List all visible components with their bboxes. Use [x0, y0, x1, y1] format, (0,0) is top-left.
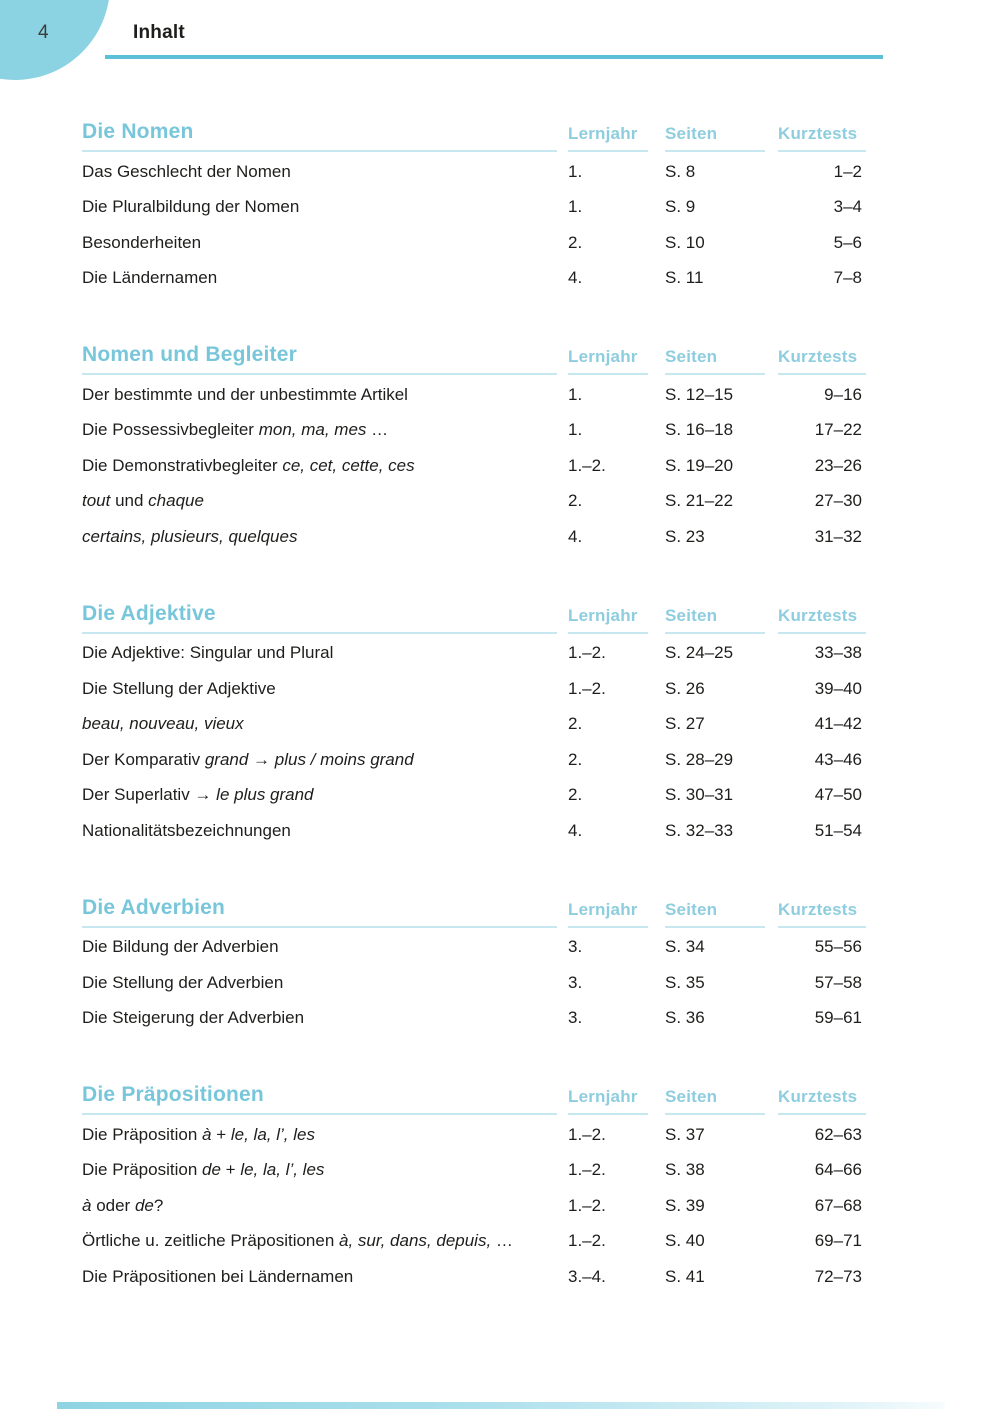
toc-row: [82, 636, 866, 672]
toc-section: [82, 602, 866, 849]
entry-title: [82, 1267, 568, 1287]
entry-kurztests: 51–54: [814, 820, 862, 840]
toc-row: [82, 261, 866, 297]
entry-kurztests: 62–63: [814, 1124, 862, 1144]
entry-kurztests: 27–30: [814, 491, 862, 511]
entry-title-segment: Die Präpositionen bei Ländernamen: [82, 1266, 354, 1286]
entry-lernjahr: 1.–2.: [568, 1124, 606, 1144]
header-underline: [778, 124, 866, 152]
entry-lernjahr: 3.: [568, 1008, 583, 1028]
entry-title-italic-segment: certains, plusieurs, quelques: [82, 526, 298, 546]
section-title: Die Adjektive: [82, 601, 216, 625]
entry-lernjahr: 2.: [568, 232, 583, 252]
entry-title-italic-segment: à, sur, dans, depuis,: [339, 1231, 492, 1251]
column-header-cell: [778, 124, 866, 152]
entry-title-segment: Die Possessivbegleiter: [82, 420, 259, 440]
entry-seiten: S. 36: [665, 1008, 705, 1028]
column-header-seiten: Seiten: [665, 1087, 718, 1106]
header-underline: [778, 606, 866, 634]
entry-title: [82, 527, 568, 547]
section-title: Nomen und Begleiter: [82, 343, 297, 366]
entry-kurztests: 69–71: [814, 1231, 862, 1251]
header-underline: [568, 900, 648, 928]
column-header-kurztests: Kurztests: [778, 605, 858, 625]
entry-title-segment: Der bestimmte und der unbestimmte Artikel: [82, 384, 408, 404]
entry-title-segment: Das Geschlecht der Nomen: [82, 161, 291, 181]
entry-seiten: S. 41: [665, 1266, 705, 1286]
section-title-cell: [82, 1083, 568, 1115]
entry-title-segment: Die Präposition: [82, 1124, 203, 1144]
entry-title-segment: Nationalitätsbezeichnungen: [82, 820, 291, 840]
entry-lernjahr: 3.: [568, 972, 583, 992]
column-header-lernjahr: Lernjahr: [568, 605, 638, 625]
entry-lernjahr: 1.: [568, 161, 583, 181]
entry-seiten: S. 21–22: [665, 491, 734, 511]
entry-lernjahr: 1.–2.: [568, 678, 606, 698]
entry-title-segment: Die Demonstrativbegleiter: [82, 455, 283, 475]
entry-title-segment: Die Bildung der Adverbien: [82, 937, 279, 957]
entry-kurztests: 57–58: [814, 972, 862, 992]
entry-lernjahr: 1.–2.: [568, 1231, 606, 1251]
column-header-kurztests: Kurztests: [778, 124, 858, 143]
column-header-lernjahr: Lernjahr: [568, 1087, 638, 1106]
entry-seiten: S. 34: [665, 937, 705, 957]
entry-title-italic-segment: mon, ma, mes: [258, 420, 367, 440]
entry-seiten: S. 16–18: [665, 420, 734, 440]
entry-kurztests: 72–73: [814, 1266, 862, 1286]
entry-title-segment: Die Ländernamen: [82, 268, 218, 288]
column-header-lernjahr: Lernjahr: [568, 899, 638, 919]
entry-seiten: S. 26: [665, 678, 705, 698]
entry-title-segment: ?: [153, 1195, 164, 1215]
entry-title: [82, 937, 568, 957]
toc-row: [82, 1001, 866, 1037]
entry-title: [82, 233, 568, 253]
page-title: Inhalt: [133, 22, 185, 43]
entry-title-segment: Die Steigerung der Adverbien: [82, 1008, 305, 1028]
header-underline: [82, 602, 557, 634]
entry-title: [82, 750, 568, 770]
toc-row: [82, 742, 866, 778]
entry-seiten: S. 40: [665, 1231, 705, 1251]
toc-row: [82, 1224, 866, 1260]
entry-kurztests: 3–4: [833, 197, 862, 217]
section-rows: [82, 1117, 866, 1295]
entry-seiten: S. 32–33: [665, 820, 734, 840]
column-header-lernjahr: Lernjahr: [568, 124, 638, 143]
header-rule: [105, 55, 883, 59]
entry-title-italic-segment: de: [134, 1195, 154, 1215]
column-header-cell: [568, 1087, 665, 1115]
toc-section: [82, 896, 866, 1037]
entry-title: [82, 162, 568, 182]
entry-title-segment: +: [211, 1124, 231, 1144]
column-header-cell: [568, 124, 665, 152]
column-header-cell: [778, 900, 866, 928]
entry-lernjahr: 1.–2.: [568, 1160, 606, 1180]
entry-seiten: S. 9: [665, 197, 696, 217]
column-header-seiten: Seiten: [665, 605, 718, 625]
entry-title: [82, 821, 568, 841]
entry-title-italic-segment: le, la, l’, les: [240, 1160, 325, 1180]
entry-seiten: S. 23: [665, 526, 705, 546]
header-underline: [568, 124, 648, 152]
entry-seiten: S. 39: [665, 1195, 705, 1215]
entry-title-segment: Die Pluralbildung der Nomen: [82, 197, 300, 217]
entry-seiten: S. 38: [665, 1160, 705, 1180]
toc-row: [82, 190, 866, 226]
entry-title-segment: →: [248, 749, 275, 769]
entry-title-italic-segment: de: [202, 1160, 221, 1180]
toc-row: [82, 1188, 866, 1224]
header-underline: [82, 896, 557, 928]
entry-kurztests: 7–8: [833, 268, 862, 288]
section-title-cell: [82, 343, 568, 375]
section-title-cell: [82, 896, 568, 928]
toc-row: [82, 1153, 866, 1189]
entry-title-segment: Die Stellung der Adjektive: [82, 678, 276, 698]
page-number-badge: [0, 0, 110, 80]
entry-seiten: S. 27: [665, 714, 705, 734]
section-header: [82, 343, 866, 375]
entry-lernjahr: 1.: [568, 420, 583, 440]
toc-row: [82, 707, 866, 743]
entry-title-segment: …: [366, 420, 389, 440]
column-header-cell: [665, 124, 778, 152]
column-header-kurztests: Kurztests: [778, 899, 858, 919]
entry-title: [82, 714, 568, 734]
entry-title: [82, 1231, 568, 1251]
entry-lernjahr: 1.: [568, 197, 583, 217]
entry-lernjahr: 3.–4.: [568, 1266, 606, 1286]
column-header-seiten: Seiten: [665, 347, 718, 366]
header-underline: [568, 1087, 648, 1115]
entry-kurztests: 31–32: [814, 526, 862, 546]
section-rows: [82, 930, 866, 1037]
section-title: Die Präpositionen: [82, 1083, 264, 1106]
entry-title-italic-segment: ce, cet, cette, ces: [282, 455, 415, 475]
header-underline: [778, 347, 866, 375]
entry-kurztests: 1–2: [833, 161, 862, 181]
header-underline: [778, 1087, 866, 1115]
entry-title: [82, 268, 568, 288]
entry-title-segment: Die Präposition: [82, 1160, 203, 1180]
header-underline: [82, 1083, 557, 1115]
page-header: [0, 0, 1000, 80]
toc-row: [82, 778, 866, 814]
toc-row: [82, 448, 866, 484]
header-underline: [568, 606, 648, 634]
toc: [82, 120, 866, 1342]
section-header: [82, 120, 866, 152]
section-title-cell: [82, 120, 568, 152]
entry-title: [82, 197, 568, 217]
entry-kurztests: 43–46: [814, 749, 862, 769]
toc-row: [82, 671, 866, 707]
entry-seiten: S. 10: [665, 232, 705, 252]
column-header-lernjahr: Lernjahr: [568, 347, 638, 366]
section-rows: [82, 636, 866, 849]
entry-kurztests: 23–26: [814, 455, 862, 475]
entry-kurztests: 64–66: [814, 1160, 862, 1180]
header-underline: [665, 606, 765, 634]
entry-title-italic-segment: grand: [204, 749, 249, 769]
entry-lernjahr: 1.–2.: [568, 1195, 606, 1215]
header-underline: [82, 120, 557, 152]
entry-kurztests: 17–22: [814, 420, 862, 440]
column-header-cell: [568, 900, 665, 928]
entry-title-segment: Die Stellung der Adverbien: [82, 972, 284, 992]
section-header: [82, 602, 866, 634]
entry-title: [82, 1196, 568, 1216]
header-underline: [665, 1087, 765, 1115]
entry-title-segment: Der Komparativ: [82, 749, 205, 769]
toc-row: [82, 1117, 866, 1153]
entry-title: [82, 973, 568, 993]
toc-row: [82, 1259, 866, 1295]
column-header-cell: [568, 606, 665, 634]
section-header: [82, 1083, 866, 1115]
entry-title-italic-segment: à: [202, 1124, 212, 1144]
bottom-rule: [57, 1402, 945, 1409]
entry-seiten: S. 28–29: [665, 749, 734, 769]
entry-title: [82, 679, 568, 699]
section-title: Die Nomen: [82, 120, 194, 143]
section-title: Die Adverbien: [82, 895, 226, 919]
entry-kurztests: 55–56: [814, 937, 862, 957]
entry-title-segment: +: [220, 1160, 241, 1180]
section-rows: [82, 154, 866, 296]
entry-title-italic-segment: tout: [82, 491, 111, 511]
column-header-kurztests: Kurztests: [778, 347, 858, 366]
entry-lernjahr: 4.: [568, 820, 583, 840]
entry-seiten: S. 35: [665, 972, 705, 992]
entry-title-italic-segment: plus / moins grand: [274, 749, 414, 769]
column-header-seiten: Seiten: [665, 124, 718, 143]
entry-title: [82, 456, 568, 476]
entry-seiten: S. 11: [665, 268, 704, 288]
section-title-cell: [82, 602, 568, 634]
column-header-kurztests: Kurztests: [778, 1087, 858, 1106]
entry-title: [82, 785, 568, 805]
entry-seiten: S. 37: [665, 1124, 705, 1144]
toc-row: [82, 154, 866, 190]
entry-seiten: S. 30–31: [665, 785, 734, 805]
entry-kurztests: 47–50: [814, 785, 862, 805]
entry-lernjahr: 1.–2.: [568, 455, 606, 475]
column-header-cell: [665, 606, 778, 634]
entry-title: [82, 385, 568, 405]
entry-lernjahr: 2.: [568, 785, 583, 805]
entry-title-segment: Der Superlativ →: [82, 785, 217, 805]
entry-title: [82, 420, 568, 440]
entry-seiten: S. 24–25: [665, 643, 734, 663]
toc-row: [82, 965, 866, 1001]
toc-row: [82, 413, 866, 449]
header-underline: [665, 347, 765, 375]
section-rows: [82, 377, 866, 555]
entry-title-segment: Örtliche u. zeitliche Präpositionen: [82, 1231, 340, 1251]
entry-lernjahr: 2.: [568, 714, 583, 734]
entry-kurztests: 39–40: [814, 678, 862, 698]
column-header-cell: [665, 347, 778, 375]
entry-lernjahr: 3.: [568, 937, 583, 957]
section-header: [82, 896, 866, 928]
header-underline: [665, 900, 765, 928]
entry-kurztests: 41–42: [814, 714, 862, 734]
entry-lernjahr: 4.: [568, 526, 583, 546]
toc-row: [82, 519, 866, 555]
toc-section: [82, 120, 866, 296]
entry-kurztests: 67–68: [814, 1195, 862, 1215]
entry-lernjahr: 1.–2.: [568, 643, 606, 663]
page-number: 4: [38, 22, 49, 43]
entry-lernjahr: 2.: [568, 491, 583, 511]
entry-seiten: S. 19–20: [665, 455, 734, 475]
entry-kurztests: 59–61: [814, 1008, 862, 1028]
entry-kurztests: 5–6: [833, 232, 862, 252]
column-header-seiten: Seiten: [665, 899, 718, 919]
toc-row: [82, 225, 866, 261]
column-header-cell: [778, 347, 866, 375]
entry-kurztests: 33–38: [814, 643, 862, 663]
entry-title: [82, 643, 568, 663]
entry-title-italic-segment: le plus grand: [216, 785, 314, 805]
entry-title-segment: Die Adjektive: Singular und Plural: [82, 643, 334, 663]
toc-row: [82, 377, 866, 413]
column-header-cell: [568, 347, 665, 375]
entry-title-italic-segment: le, la, l’, les: [230, 1124, 315, 1144]
entry-title-segment: …: [491, 1231, 513, 1251]
header-underline: [665, 124, 765, 152]
entry-kurztests: 9–16: [824, 384, 862, 404]
entry-title-italic-segment: chaque: [148, 491, 204, 511]
entry-title-segment: Besonderheiten: [82, 232, 202, 252]
column-header-cell: [665, 1087, 778, 1115]
toc-row: [82, 930, 866, 966]
entry-title: [82, 1160, 568, 1180]
entry-lernjahr: 1.: [568, 384, 583, 404]
entry-seiten: S. 8: [665, 161, 696, 181]
entry-title-segment: und: [110, 491, 149, 511]
toc-row: [82, 484, 866, 520]
entry-lernjahr: 2.: [568, 749, 583, 769]
column-header-cell: [778, 1087, 866, 1115]
toc-row: [82, 813, 866, 849]
entry-seiten: S. 12–15: [665, 384, 734, 404]
entry-title-segment: oder: [91, 1195, 135, 1215]
entry-title: [82, 1125, 568, 1145]
entry-title: [82, 1008, 568, 1028]
entry-title: [82, 491, 568, 511]
header-underline: [82, 343, 557, 375]
entry-title-italic-segment: à: [82, 1195, 92, 1215]
column-header-cell: [665, 900, 778, 928]
toc-section: [82, 343, 866, 555]
column-header-cell: [778, 606, 866, 634]
entry-title-italic-segment: beau, nouveau, vieux: [82, 714, 244, 734]
toc-section: [82, 1083, 866, 1295]
header-underline: [778, 900, 866, 928]
header-underline: [568, 347, 648, 375]
entry-lernjahr: 4.: [568, 268, 583, 288]
